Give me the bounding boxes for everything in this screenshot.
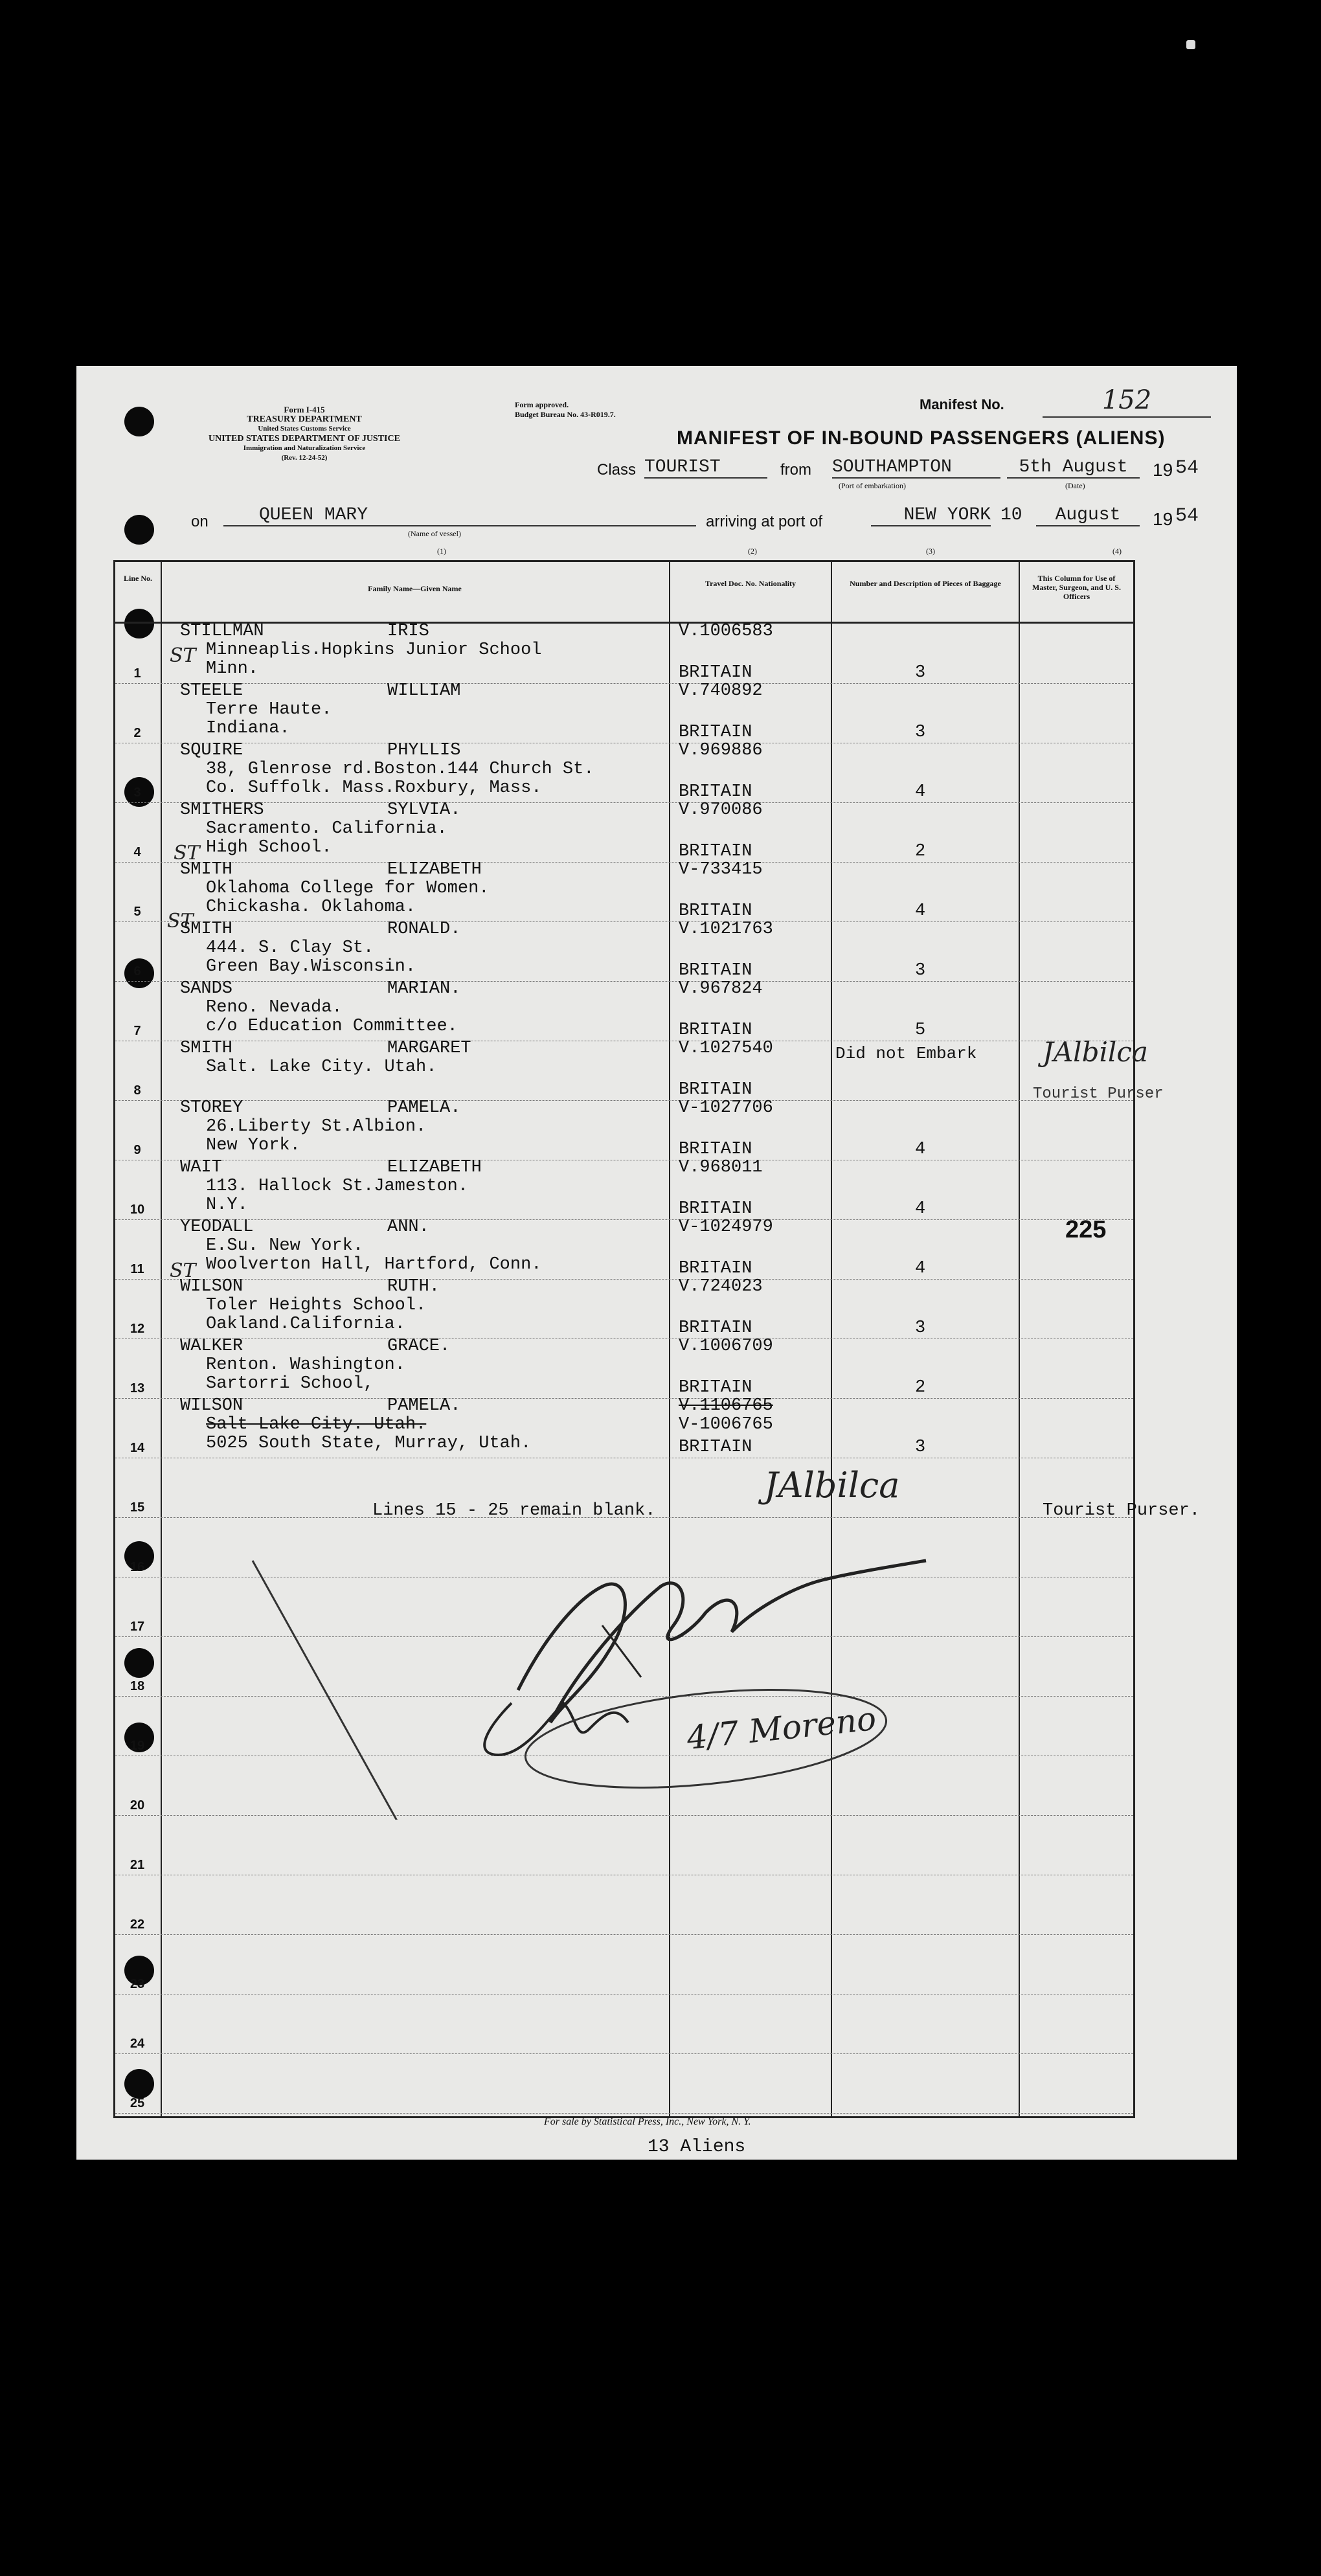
line-number: 17 [130, 1620, 145, 1634]
vessel-caption: (Name of vessel) [408, 529, 461, 538]
arrival-port: NEW YORK [871, 505, 991, 526]
address-line-1: E.Su. New York. [206, 1236, 364, 1256]
given-name: PAMELA. [387, 1396, 461, 1416]
nationality: BRITAIN [679, 1318, 752, 1338]
family-name: SMITHERS [180, 800, 264, 820]
baggage-count: 4 [915, 901, 926, 921]
year-value: 54 [1175, 457, 1199, 479]
travel-doc-number: V.724023 [679, 1277, 763, 1296]
address-line-2: Oakland.California. [206, 1315, 405, 1334]
table-header [115, 562, 1133, 624]
address-line-2: New York. [206, 1136, 300, 1155]
family-name: SMITH [180, 860, 233, 879]
nationality: BRITAIN [679, 723, 752, 742]
baggage-count: 4 [915, 782, 926, 802]
line-number: 11 [130, 1262, 144, 1276]
col-4-marker: (4) [1112, 547, 1122, 556]
nationality: BRITAIN [679, 1021, 752, 1040]
form-number: Form I-415 [284, 405, 325, 414]
line-number: 10 [130, 1203, 145, 1217]
line-number: 15 [130, 1500, 145, 1515]
class-value: TOURIST [644, 457, 767, 479]
family-name: STEELE [180, 681, 243, 701]
table-row [115, 743, 1133, 803]
line-number: 20 [130, 1798, 145, 1813]
family-name: SQUIRE [180, 741, 243, 760]
header-officers: This Column for Use of Master, Surgeon, and U. S. Officers [1032, 574, 1121, 601]
stamp-signature: 4/7 Moreno [684, 1699, 878, 1757]
table-row [115, 862, 1133, 922]
on-label: on [191, 513, 209, 530]
col-3-marker: (3) [926, 547, 935, 556]
table-row [115, 1100, 1133, 1160]
customs-service: United States Customs Service [258, 425, 351, 433]
table-row [115, 683, 1133, 743]
travel-doc-number: V.967824 [679, 979, 763, 999]
blank-lines-note: Lines 15 - 25 remain blank. [372, 1501, 656, 1520]
tourist-purser-note: Tourist Purser [1033, 1085, 1164, 1103]
address-line-1: Reno. Nevada. [206, 998, 343, 1017]
header-line-no: Line No. [123, 574, 152, 583]
nationality: BRITAIN [679, 1378, 752, 1397]
purser-signature-2: JAlbilca [764, 1465, 900, 1506]
baggage-count: 2 [915, 1378, 926, 1397]
blank-row [115, 1934, 1133, 1994]
travel-doc-number: V-1027706 [679, 1098, 773, 1118]
baggage-count: 4 [915, 1199, 926, 1219]
purser-signature: JAlbilca [1043, 1036, 1148, 1068]
family-name: STILLMAN [180, 622, 264, 641]
baggage-count: 3 [915, 663, 926, 683]
col-1-marker: (1) [437, 547, 446, 556]
family-name: WILSON [180, 1277, 243, 1296]
arriving-label: arriving at port of [706, 513, 823, 530]
manifest-title: MANIFEST OF IN-BOUND PASSENGERS (ALIENS) [677, 427, 1166, 449]
line-number: 5 [133, 905, 141, 919]
given-name: ELIZABETH [387, 1158, 482, 1177]
line-number: 22 [130, 1917, 145, 1932]
table-row [115, 1339, 1133, 1399]
line-number: 18 [130, 1679, 145, 1693]
st-mark: ST [170, 1260, 196, 1282]
address-line-2: Co. Suffolk. Mass.Roxbury, Mass. [206, 778, 542, 798]
header-travel-doc: Travel Doc. No. Nationality [705, 579, 796, 588]
scan-speck [1186, 40, 1195, 49]
travel-doc-number: V-1024979 [679, 1217, 773, 1237]
given-name: GRACE. [387, 1337, 451, 1356]
blank-row [115, 1875, 1133, 1935]
address-line-2: Minn. [206, 659, 259, 679]
travel-doc-number: V.1027540 [679, 1039, 773, 1058]
line-number: 7 [133, 1024, 141, 1038]
nationality: BRITAIN [679, 782, 752, 802]
line-number: 14 [130, 1441, 145, 1455]
address-line-1: Minneaplis.Hopkins Junior School [206, 640, 542, 660]
table-row [115, 1398, 1133, 1458]
table-row [115, 624, 1133, 684]
blank-row [115, 1994, 1133, 2054]
baggage-count: 3 [915, 961, 926, 980]
address-line-2: Woolverton Hall, Hartford, Conn. [206, 1255, 542, 1274]
nationality: BRITAIN [679, 1438, 752, 1457]
table-row [115, 1160, 1133, 1220]
year-prefix: 19 [1153, 460, 1173, 480]
travel-doc-number: V.740892 [679, 681, 763, 701]
address-line-1: 38, Glenrose rd.Boston.144 Church St. [206, 760, 594, 779]
printer-footer: For sale by Statistical Press, Inc., New York, N. Y. [544, 2116, 751, 2127]
st-mark: ST [170, 644, 196, 667]
travel-doc-number: V-1006765 [679, 1415, 773, 1434]
old-travel-doc: V.1106765 [679, 1396, 773, 1416]
address-line-2: Indiana. [206, 719, 290, 738]
nationality: BRITAIN [679, 1140, 752, 1159]
travel-doc-number: V.1021763 [679, 920, 773, 939]
family-name: SANDS [180, 979, 233, 999]
header-name: Family Name—Given Name [368, 584, 462, 593]
ins-service: Immigration and Naturalization Service [243, 444, 366, 452]
baggage-count: 3 [915, 1438, 926, 1457]
aliens-count: 13 Aliens [648, 2137, 746, 2157]
arrival-year: 54 [1175, 505, 1199, 527]
given-name: RONALD. [387, 920, 461, 939]
line-number: 9 [133, 1143, 141, 1157]
from-label: from [780, 461, 811, 479]
address-line-1: Salt. Lake City. Utah. [206, 1057, 437, 1077]
form-approved: Form approved. [515, 400, 569, 409]
family-name: STOREY [180, 1098, 243, 1118]
from-caption: (Port of embarkation) [839, 481, 906, 490]
address-line-1: Oklahoma College for Women. [206, 879, 490, 898]
line-number: 12 [130, 1322, 145, 1336]
line-number: 21 [130, 1858, 145, 1872]
given-name: IRIS [387, 622, 429, 641]
blank-row [115, 2053, 1133, 2114]
baggage-count: 4 [915, 1259, 926, 1278]
nationality: BRITAIN [679, 901, 752, 921]
given-name: ANN. [387, 1217, 429, 1237]
address-line-2: Sartorri School, [206, 1374, 374, 1394]
address-line-2: Chickasha. Oklahoma. [206, 898, 416, 917]
given-name: RUTH. [387, 1277, 440, 1296]
manifest-no-label: Manifest No. [920, 396, 1004, 412]
did-not-embark-note: Did not Embark [835, 1044, 977, 1063]
arrival-day: 10 [1000, 505, 1022, 525]
family-name: WAIT [180, 1158, 222, 1177]
baggage-count: 2 [915, 842, 926, 861]
baggage-count: 5 [915, 1021, 926, 1040]
family-name: SMITH [180, 1039, 233, 1058]
line-number: 3 [133, 785, 141, 800]
count-225: 225 [1065, 1216, 1107, 1243]
table-row [115, 1041, 1133, 1101]
table-row [115, 1219, 1133, 1280]
blank-row [115, 1815, 1133, 1875]
given-name: PHYLLIS [387, 741, 461, 760]
travel-doc-number: V.1006709 [679, 1337, 773, 1356]
form-id-block [194, 405, 414, 463]
given-name: MARIAN. [387, 979, 461, 999]
header-baggage: Number and Description of Pieces of Baggage [850, 579, 1001, 588]
address-line-2: 5025 South State, Murray, Utah. [206, 1434, 532, 1453]
address-line-1: 444. S. Clay St. [206, 938, 374, 958]
address-line-1: Terre Haute. [206, 700, 332, 719]
travel-doc-number: V-733415 [679, 860, 763, 879]
manifest-table [113, 560, 1135, 2118]
line-number: 6 [133, 964, 141, 978]
approval-block [515, 400, 683, 420]
nationality: BRITAIN [679, 961, 752, 980]
family-name: SMITH [180, 920, 233, 939]
departure-date: 5th August [1007, 457, 1140, 479]
table-row [115, 802, 1133, 863]
manifest-no-value: 152 [1043, 385, 1211, 418]
line-number: 16 [130, 1560, 145, 1574]
baggage-count: 3 [915, 1318, 926, 1338]
punch-hole [124, 407, 154, 436]
date-caption: (Date) [1065, 481, 1085, 490]
given-name: ELIZABETH [387, 860, 482, 879]
address-line-1: Renton. Washington. [206, 1355, 405, 1375]
address-line-2: N.Y. [206, 1195, 248, 1215]
col-2-marker: (2) [748, 547, 757, 556]
address-line-2: Green Bay.Wisconsin. [206, 957, 416, 977]
line-number: 4 [133, 845, 141, 859]
address-line-1: 113. Hallock St.Jameston. [206, 1177, 469, 1196]
address-line-2: High School. [206, 838, 332, 857]
family-name: WILSON [180, 1396, 243, 1416]
revision: (Rev. 12-24-52) [281, 454, 328, 462]
st-mark: ST [167, 910, 194, 932]
baggage-count: 4 [915, 1140, 926, 1159]
budget-bureau: Budget Bureau No. 43-R019.7. [515, 410, 616, 419]
treasury-dept: TREASURY DEPARTMENT [247, 414, 362, 424]
justice-dept: UNITED STATES DEPARTMENT OF JUSTICE [209, 434, 400, 444]
address-line-1: Salt Lake City. Utah. [206, 1415, 427, 1434]
travel-doc-number: V.1006583 [679, 622, 773, 641]
address-line-1: Toler Heights School. [206, 1296, 427, 1315]
nationality: BRITAIN [679, 842, 752, 861]
line-number: 2 [133, 726, 141, 740]
line-number: 13 [130, 1381, 145, 1395]
family-name: YEODALL [180, 1217, 254, 1237]
travel-doc-number: V.969886 [679, 741, 763, 760]
given-name: MARGARET [387, 1039, 471, 1058]
officer-signature-graphic [240, 1509, 1017, 1820]
class-label: Class [597, 461, 637, 479]
nationality: BRITAIN [679, 1080, 752, 1100]
baggage-count: 3 [915, 723, 926, 742]
given-name: WILLIAM [387, 681, 461, 701]
address-line-1: 26.Liberty St.Albion. [206, 1117, 427, 1136]
line-number: 25 [130, 2096, 145, 2110]
arrival-month: August [1036, 505, 1140, 526]
family-name: WALKER [180, 1337, 243, 1356]
line-number: 24 [130, 2037, 145, 2051]
st-mark: ST [174, 842, 200, 864]
given-name: SYLVIA. [387, 800, 461, 820]
line-number: 19 [130, 1739, 145, 1753]
nationality: BRITAIN [679, 1259, 752, 1278]
line-number: 1 [133, 666, 141, 681]
table-row [115, 981, 1133, 1041]
vessel-name: QUEEN MARY [223, 505, 696, 526]
punch-hole [124, 515, 154, 545]
given-name: PAMELA. [387, 1098, 461, 1118]
address-line-2: c/o Education Committee. [206, 1017, 458, 1036]
arrival-year-prefix: 19 [1153, 509, 1173, 529]
travel-doc-number: V.968011 [679, 1158, 763, 1177]
table-row [115, 1279, 1133, 1339]
line-number: 8 [133, 1083, 141, 1098]
tourist-purser-final: Tourist Purser. [1043, 1501, 1201, 1520]
line-number: 23 [130, 1977, 145, 1991]
from-value: SOUTHAMPTON [832, 457, 1000, 479]
address-line-1: Sacramento. California. [206, 819, 447, 839]
nationality: BRITAIN [679, 1199, 752, 1219]
nationality: BRITAIN [679, 663, 752, 683]
table-row [115, 921, 1133, 982]
travel-doc-number: V.970086 [679, 800, 763, 820]
